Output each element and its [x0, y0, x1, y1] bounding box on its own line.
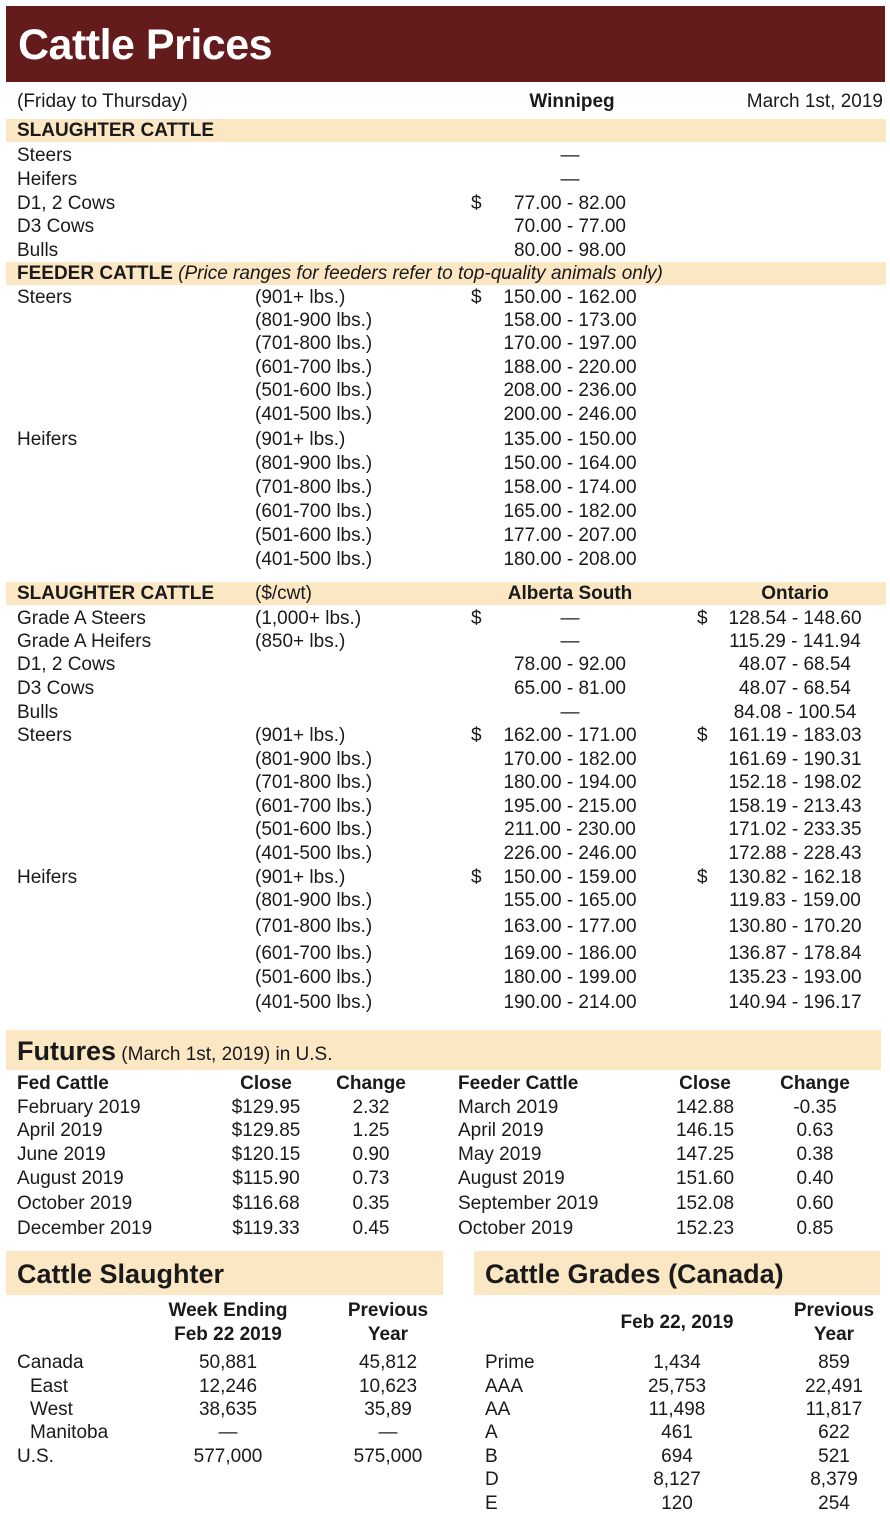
- feeder-change: 0.38: [796, 1144, 834, 1165]
- weight-class: (401-500 lbs.): [255, 843, 373, 864]
- grade-name: E: [485, 1493, 498, 1514]
- ontario-price: 140.94 - 196.17: [728, 992, 862, 1013]
- grades-col2-line2: Year: [813, 1324, 855, 1345]
- grade-name: AAA: [485, 1376, 524, 1397]
- price-range: 158.00 - 173.00: [503, 310, 637, 331]
- row-label: Heifers: [17, 867, 78, 888]
- col-header-ontario: Ontario: [761, 583, 829, 604]
- grades-title: Cattle Grades (Canada): [485, 1259, 784, 1289]
- grade-name: B: [485, 1446, 498, 1467]
- slaughter-col2-line1: Previous: [347, 1300, 429, 1321]
- row-label: D1, 2 Cows: [17, 193, 116, 214]
- price-range: 135.00 - 150.00: [503, 429, 637, 450]
- alberta-price: —: [560, 631, 580, 652]
- fed-close: $116.68: [232, 1193, 300, 1214]
- feeder-close: 142.88: [675, 1097, 735, 1118]
- feeder-change: 0.60: [796, 1193, 834, 1214]
- feeder-month: October 2019: [458, 1218, 574, 1239]
- section-title-winnipeg-slaughter: SLAUGHTER CATTLE: [17, 120, 215, 141]
- futures-heading: [17, 1034, 333, 1072]
- price-range: —: [560, 145, 580, 166]
- fed-close: $129.85: [231, 1120, 301, 1141]
- weight-class: (701-800 lbs.): [255, 772, 373, 793]
- price-range: 177.00 - 207.00: [503, 525, 637, 546]
- feeder-change: 0.40: [796, 1168, 834, 1189]
- weight-class: (601-700 lbs.): [255, 943, 373, 964]
- ontario-price: 48.07 - 68.54: [739, 654, 851, 675]
- grade-name: Prime: [485, 1352, 535, 1373]
- weight-class: (501-600 lbs.): [255, 967, 373, 988]
- fed-header-change: Change: [336, 1073, 406, 1094]
- alberta-price: 211.00 - 230.00: [504, 819, 636, 840]
- fed-month: October 2019: [17, 1193, 133, 1214]
- feeder-month: August 2019: [458, 1168, 565, 1189]
- ontario-price: 128.54 - 148.60: [728, 608, 862, 629]
- feeder-change: 0.63: [796, 1120, 834, 1141]
- fed-close: $120.15: [231, 1144, 301, 1165]
- slaughter-prev: 45,812: [358, 1352, 418, 1373]
- fed-change: 0.73: [352, 1168, 390, 1189]
- ontario-price: 84.08 - 100.54: [733, 702, 857, 723]
- slaughter-region: East: [30, 1376, 69, 1397]
- slaughter-region: Manitoba: [30, 1422, 109, 1443]
- slaughter-prev: —: [378, 1422, 398, 1443]
- row-label: Bulls: [17, 240, 59, 261]
- grade-current: 11,498: [648, 1399, 706, 1420]
- period-label: (Friday to Thursday): [17, 91, 188, 112]
- grade-name: D: [485, 1469, 499, 1490]
- weight-class: (701-800 lbs.): [255, 333, 373, 354]
- fed-month: December 2019: [17, 1218, 153, 1239]
- weight-class: (901+ lbs.): [255, 725, 346, 746]
- feeder-month: March 2019: [458, 1097, 559, 1118]
- page-title: Cattle Prices: [18, 21, 273, 69]
- weight-class: (901+ lbs.): [255, 287, 346, 308]
- weight-class: (401-500 lbs.): [255, 404, 373, 425]
- slaughter-week: —: [218, 1422, 238, 1443]
- fed-month: August 2019: [17, 1168, 124, 1189]
- feeder-close: 151.60: [675, 1168, 735, 1189]
- grade-prev: 11,817: [805, 1399, 863, 1420]
- price-range: 150.00 - 162.00: [503, 287, 637, 308]
- row-label: Heifers: [17, 169, 78, 190]
- fed-close: $115.90: [232, 1168, 300, 1189]
- grades-col1: Feb 22, 2019: [620, 1312, 734, 1333]
- slaughter-col2-line2: Year: [367, 1324, 409, 1345]
- title-banner: [6, 6, 885, 82]
- dollar-sign: $: [471, 193, 482, 214]
- price-range: 208.00 - 236.00: [503, 380, 637, 401]
- feeder-close: 152.23: [675, 1218, 735, 1239]
- feeder-close: 147.25: [675, 1144, 735, 1165]
- grade-prev: 8,379: [810, 1469, 858, 1490]
- fed-month: February 2019: [17, 1097, 141, 1118]
- row-label: Grade A Steers: [17, 608, 146, 629]
- market-label: Winnipeg: [529, 91, 615, 112]
- row-label: D1, 2 Cows: [17, 654, 116, 675]
- fed-close: $119.33: [232, 1218, 300, 1239]
- slaughter-title: Cattle Slaughter: [17, 1259, 225, 1289]
- slaughter-prev: 35,89: [364, 1399, 412, 1420]
- grade-current: 461: [661, 1422, 693, 1443]
- grade-name: A: [485, 1422, 498, 1443]
- weight-class: (901+ lbs.): [255, 867, 346, 888]
- weight-class: (801-900 lbs.): [255, 890, 373, 911]
- alberta-price: 155.00 - 165.00: [503, 890, 637, 911]
- grade-name: AA: [485, 1399, 511, 1420]
- row-label: Grade A Heifers: [17, 631, 152, 652]
- dollar-sign: $: [697, 608, 708, 629]
- grade-prev: 622: [818, 1422, 850, 1443]
- alberta-price: 78.00 - 92.00: [514, 654, 626, 675]
- grade-prev: 521: [818, 1446, 850, 1467]
- alberta-price: —: [560, 608, 580, 629]
- alberta-price: 150.00 - 159.00: [503, 867, 637, 888]
- alberta-price: 226.00 - 246.00: [503, 843, 637, 864]
- ontario-price: 135.23 - 193.00: [728, 967, 862, 988]
- slaughter-prev: 10,623: [358, 1376, 418, 1397]
- weight-class: (701-800 lbs.): [255, 916, 373, 937]
- feeder-month: September 2019: [458, 1193, 599, 1214]
- grade-current: 120: [661, 1493, 693, 1514]
- grade-current: 694: [661, 1446, 693, 1467]
- grade-prev: 859: [818, 1352, 850, 1373]
- ontario-price: 130.82 - 162.18: [728, 867, 862, 888]
- weight-class: (501-600 lbs.): [255, 819, 373, 840]
- slaughter-week: 12,246: [198, 1376, 258, 1397]
- weight-class: (901+ lbs.): [255, 429, 346, 450]
- col-header-alberta: Alberta South: [507, 583, 633, 604]
- dollar-sign: $: [471, 725, 482, 746]
- weight-class: (801-900 lbs.): [255, 453, 373, 474]
- fed-change: 0.35: [352, 1193, 390, 1214]
- slaughter-col1-line1: Week Ending: [168, 1300, 288, 1321]
- price-range: 170.00 - 197.00: [503, 333, 637, 354]
- fed-header-close: Close: [240, 1073, 292, 1094]
- feeder-note: (Price ranges for feeders refer to top-quality animals only): [178, 263, 663, 284]
- row-label: Steers: [17, 145, 72, 166]
- grade-current: 1,434: [653, 1352, 701, 1373]
- row-label: Steers: [17, 725, 72, 746]
- dollar-sign: $: [471, 287, 482, 308]
- weight-class: (401-500 lbs.): [255, 992, 373, 1013]
- ontario-price: 136.87 - 178.84: [728, 943, 862, 964]
- fed-header-name: Fed Cattle: [17, 1073, 109, 1094]
- grade-current: 8,127: [653, 1469, 701, 1490]
- grades-col2-line1: Previous: [793, 1300, 875, 1321]
- alberta-price: 162.00 - 171.00: [503, 725, 637, 746]
- feeder-header-close: Close: [679, 1073, 731, 1094]
- slaughter-prev: 575,000: [353, 1446, 423, 1467]
- row-label: D3 Cows: [17, 216, 95, 237]
- fed-change: 0.90: [352, 1144, 390, 1165]
- slaughter-week: 38,635: [198, 1399, 258, 1420]
- ontario-price: 119.83 - 159.00: [729, 890, 861, 911]
- price-range: 200.00 - 246.00: [503, 404, 637, 425]
- alberta-price: 163.00 - 177.00: [503, 916, 637, 937]
- feeder-change: -0.35: [793, 1097, 837, 1118]
- ontario-price: 171.02 - 233.35: [728, 819, 862, 840]
- futures-title: Futures: [17, 1036, 117, 1066]
- slaughter-col1-line2: Feb 22 2019: [174, 1324, 282, 1345]
- weight-class: (401-500 lbs.): [255, 549, 373, 570]
- fed-month: April 2019: [17, 1120, 103, 1141]
- grade-prev: 22,491: [804, 1376, 864, 1397]
- price-range: 188.00 - 220.00: [503, 357, 637, 378]
- price-range: 165.00 - 182.00: [503, 501, 637, 522]
- alberta-price: 170.00 - 182.00: [503, 749, 637, 770]
- price-range: 80.00 - 98.00: [514, 240, 626, 261]
- ontario-price: 161.69 - 190.31: [728, 749, 862, 770]
- row-label: Steers: [17, 287, 72, 308]
- report-date: March 1st, 2019: [746, 91, 883, 112]
- weight-class: (601-700 lbs.): [255, 796, 373, 817]
- grade-prev: 254: [818, 1493, 850, 1514]
- weight-class: (850+ lbs.): [255, 631, 346, 652]
- fed-month: June 2019: [17, 1144, 106, 1165]
- weight-class: (601-700 lbs.): [255, 357, 373, 378]
- price-range: —: [560, 169, 580, 190]
- weight-class: (701-800 lbs.): [255, 477, 373, 498]
- ontario-price: 172.88 - 228.43: [728, 843, 862, 864]
- ontario-price: 152.18 - 198.02: [728, 772, 862, 793]
- alberta-price: 190.00 - 214.00: [503, 992, 637, 1013]
- feeder-close: 146.15: [675, 1120, 735, 1141]
- section-title-regional: SLAUGHTER CATTLE: [17, 583, 215, 604]
- ontario-price: 158.19 - 213.43: [728, 796, 862, 817]
- price-range: 70.00 - 77.00: [514, 216, 626, 237]
- feeder-header-change: Change: [780, 1073, 850, 1094]
- price-range: 158.00 - 174.00: [503, 477, 637, 498]
- price-range: 180.00 - 208.00: [503, 549, 637, 570]
- weight-class: (501-600 lbs.): [255, 380, 373, 401]
- feeder-month: May 2019: [458, 1144, 542, 1165]
- price-range: 77.00 - 82.00: [514, 193, 626, 214]
- slaughter-region: West: [30, 1399, 73, 1420]
- weight-class: (501-600 lbs.): [255, 525, 373, 546]
- slaughter-region: U.S.: [17, 1446, 54, 1467]
- feeder-change: 0.85: [796, 1218, 834, 1239]
- weight-class: (801-900 lbs.): [255, 749, 373, 770]
- alberta-price: 180.00 - 199.00: [503, 967, 637, 988]
- dollar-sign: $: [697, 725, 708, 746]
- weight-class: (801-900 lbs.): [255, 310, 373, 331]
- futures-subtitle: (March 1st, 2019) in U.S.: [121, 1044, 333, 1065]
- fed-change: 0.45: [352, 1218, 390, 1239]
- alberta-price: 180.00 - 194.00: [503, 772, 637, 793]
- dollar-sign: $: [697, 867, 708, 888]
- slaughter-week: 577,000: [193, 1446, 263, 1467]
- alberta-price: 65.00 - 81.00: [514, 678, 626, 699]
- price-range: 150.00 - 164.00: [503, 453, 637, 474]
- alberta-price: 169.00 - 186.00: [503, 943, 637, 964]
- fed-close: $129.95: [231, 1097, 301, 1118]
- feeder-title: FEEDER CATTLE: [17, 263, 173, 284]
- regional-unit: ($/cwt): [255, 583, 312, 604]
- row-label: D3 Cows: [17, 678, 95, 699]
- row-label: Heifers: [17, 429, 78, 450]
- weight-class: (1,000+ lbs.): [255, 608, 362, 629]
- weight-class: (601-700 lbs.): [255, 501, 373, 522]
- feeder-header-name: Feeder Cattle: [458, 1073, 579, 1094]
- dollar-sign: $: [471, 867, 482, 888]
- ontario-price: 161.19 - 183.03: [728, 725, 862, 746]
- ontario-price: 130.80 - 170.20: [728, 916, 862, 937]
- ontario-price: 115.29 - 141.94: [729, 631, 861, 652]
- fed-change: 1.25: [352, 1120, 390, 1141]
- feeder-close: 152.08: [675, 1193, 735, 1214]
- slaughter-region: Canada: [17, 1352, 84, 1373]
- row-label: Bulls: [17, 702, 59, 723]
- alberta-price: 195.00 - 215.00: [503, 796, 637, 817]
- section-title-feeder: [17, 262, 663, 285]
- grade-current: 25,753: [647, 1376, 707, 1397]
- alberta-price: —: [560, 702, 580, 723]
- ontario-price: 48.07 - 68.54: [739, 678, 851, 699]
- feeder-month: April 2019: [458, 1120, 544, 1141]
- fed-change: 2.32: [352, 1097, 390, 1118]
- dollar-sign: $: [471, 608, 482, 629]
- slaughter-week: 50,881: [198, 1352, 258, 1373]
